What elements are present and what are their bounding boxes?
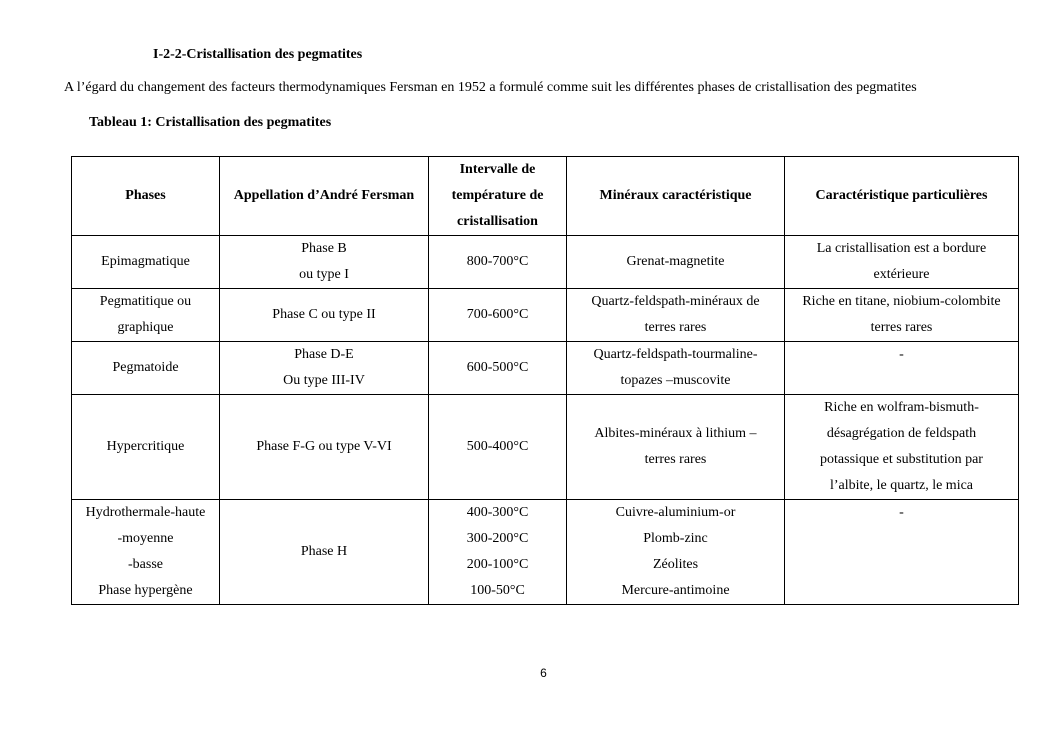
header-mineraux: Minéraux caractéristique xyxy=(567,157,785,236)
cell-line: Phase C ou type II xyxy=(272,307,376,322)
table-row xyxy=(72,342,1019,395)
cell-intervalle xyxy=(429,395,567,500)
cell-line: 800-700°C xyxy=(466,254,529,269)
cell-mineraux xyxy=(567,236,785,289)
header-appellation: Appellation d’André Fersman xyxy=(220,157,429,236)
header-caracteristique: Caractéristique particulières xyxy=(785,157,1019,236)
cell-line: Phase D-E xyxy=(294,347,354,362)
cell-line: 400-300°C xyxy=(466,505,529,520)
cell-line: Riche en wolfram-bismuth- xyxy=(824,400,979,415)
cell-line: Quartz-feldspath-minéraux de xyxy=(591,294,760,309)
cell-phase xyxy=(72,289,220,342)
cell-line: Quartz-feldspath-tourmaline- xyxy=(593,347,758,362)
cell-line: Ou type III-IV xyxy=(283,373,365,388)
cell-caracteristique xyxy=(785,395,1019,500)
cell-line: terres rares xyxy=(644,452,707,467)
table-row xyxy=(72,289,1019,342)
cell-caracteristique xyxy=(785,342,1019,395)
cell-appellation xyxy=(220,236,429,289)
cell-line: 700-600°C xyxy=(466,307,529,322)
cell-line: ou type I xyxy=(299,267,349,282)
cell-line: - xyxy=(899,347,904,362)
cell-phase xyxy=(72,500,220,605)
cell-line: Zéolites xyxy=(652,557,699,572)
cell-line: Phase B xyxy=(301,241,347,256)
table-caption: Tableau 1: Cristallisation des pegmatites xyxy=(89,115,332,130)
cell-line: Grenat-magnetite xyxy=(626,254,725,269)
cell-intervalle xyxy=(429,342,567,395)
cell-line: graphique xyxy=(117,320,174,335)
cell-line: 100-50°C xyxy=(470,583,525,598)
cell-line: Phase F-G ou type V-VI xyxy=(256,439,392,454)
header-intervalle-line: température de xyxy=(451,188,544,203)
cell-line: Hypercritique xyxy=(106,439,185,454)
cell-line: Mercure-antimoine xyxy=(621,583,730,598)
cell-line: 600-500°C xyxy=(466,360,529,375)
header-intervalle-line: Intervalle de xyxy=(459,162,536,177)
cell-appellation xyxy=(220,289,429,342)
cell-mineraux xyxy=(567,395,785,500)
header-intervalle xyxy=(429,157,567,236)
cell-line: - xyxy=(899,505,904,520)
cell-caracteristique xyxy=(785,500,1019,605)
table-row xyxy=(72,236,1019,289)
cell-line: Phase hypergène xyxy=(98,583,193,598)
intro-paragraph: A l’égard du changement des facteurs thermodynamiques Fersman en 1952 a formulé comme suit les différentes phases de cristallisation des pegmatites xyxy=(64,80,917,95)
cell-intervalle xyxy=(429,236,567,289)
cell-line: 500-400°C xyxy=(466,439,529,454)
crystallisation-table xyxy=(71,156,1019,605)
table-header-row xyxy=(72,157,1019,236)
cell-caracteristique xyxy=(785,236,1019,289)
cell-phase xyxy=(72,236,220,289)
cell-line: désagrégation de feldspath xyxy=(826,426,977,441)
cell-line: Epimagmatique xyxy=(101,254,190,269)
cell-line: -moyenne xyxy=(117,531,174,546)
cell-line: Cuivre-aluminium-or xyxy=(615,505,736,520)
cell-line: Plomb-zinc xyxy=(643,531,708,546)
cell-line: Riche en titane, niobium-colombite xyxy=(802,294,1001,309)
cell-line: Hydrothermale-haute xyxy=(85,505,206,520)
cell-phase xyxy=(72,395,220,500)
table-row xyxy=(72,395,1019,500)
cell-line: 300-200°C xyxy=(466,531,529,546)
cell-line: Pegmatitique ou xyxy=(99,294,192,309)
cell-phase xyxy=(72,342,220,395)
cell-line: topazes –muscovite xyxy=(620,373,731,388)
header-phases: Phases xyxy=(72,157,220,236)
cell-caracteristique xyxy=(785,289,1019,342)
cell-line: Pegmatoide xyxy=(112,360,179,375)
cell-line: 200-100°C xyxy=(466,557,529,572)
cell-appellation xyxy=(220,500,429,605)
table-row xyxy=(72,500,1019,605)
section-heading: I-2-2-Cristallisation des pegmatites xyxy=(153,47,363,62)
cell-intervalle xyxy=(429,500,567,605)
cell-line: l’albite, le quartz, le mica xyxy=(829,478,974,493)
header-intervalle-line: cristallisation xyxy=(457,214,538,229)
cell-line: La cristallisation est a bordure xyxy=(816,241,987,256)
cell-mineraux xyxy=(567,342,785,395)
cell-mineraux xyxy=(567,289,785,342)
cell-line: terres rares xyxy=(870,320,933,335)
cell-line: Albites-minéraux à lithium – xyxy=(594,426,757,441)
cell-line: -basse xyxy=(128,557,163,572)
cell-line: potassique et substitution par xyxy=(820,452,983,467)
cell-intervalle xyxy=(429,289,567,342)
cell-line: extérieure xyxy=(873,267,930,282)
cell-line: terres rares xyxy=(644,320,707,335)
cell-line: Phase H xyxy=(300,544,348,559)
cell-appellation xyxy=(220,342,429,395)
cell-appellation xyxy=(220,395,429,500)
page-number: 6 xyxy=(540,666,547,680)
cell-mineraux xyxy=(567,500,785,605)
